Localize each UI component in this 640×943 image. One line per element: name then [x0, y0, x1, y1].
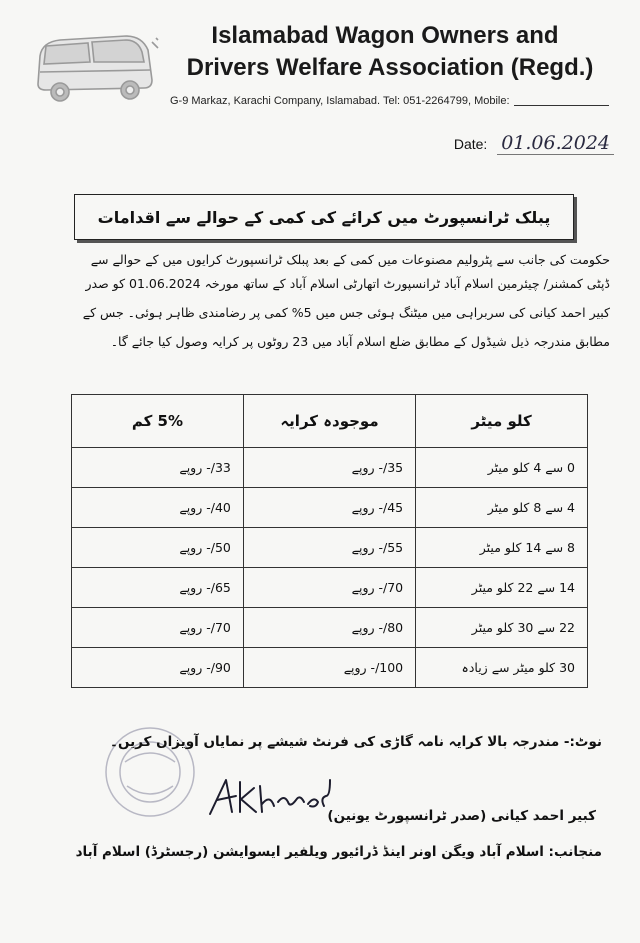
table-row: [72, 608, 588, 648]
cell-current-fare: 100/- روپے: [243, 648, 415, 688]
date-value: 01.06.2024: [497, 132, 614, 155]
table-row: [72, 648, 588, 688]
from-line: منجانب: اسلام آباد ویگن اونر اینڈ ڈرائیور ویلفیر ایسوایشن (رجسٹرڈ) اسلام آباد: [75, 844, 602, 860]
body-line-2: ڈپٹی کمشنر/ چیئرمین اسلام آباد ٹرانسپورٹ اتھارٹی اسلام آباد کے ساتھ مورخہ 01.06.2024 کو صدر: [85, 276, 610, 291]
table-header-row: [72, 395, 588, 448]
table-row: [72, 568, 588, 608]
date-row: [454, 132, 614, 154]
organization-name-line1: Islamabad Wagon Owners and: [211, 22, 559, 49]
table-row: [72, 528, 588, 568]
fare-table: [71, 394, 588, 688]
header-kilometer: کلو میٹر: [416, 395, 588, 448]
body-line-1: حکومت کی جانب سے پٹرولیم مصنوعات میں کمی کے بعد پبلک ٹرانسپورٹ کرایوں میں کے حوالے سے: [90, 252, 610, 267]
cell-current-fare: 55/- روپے: [243, 528, 415, 568]
cell-current-fare: 35/- روپے: [243, 448, 415, 488]
handwritten-signature-icon: [200, 772, 340, 822]
table-row: [72, 488, 588, 528]
cell-distance: 14 سے 22 کلو میٹر: [416, 568, 588, 608]
table-row: [72, 448, 588, 488]
cell-distance: 0 سے 4 کلو میٹر: [416, 448, 588, 488]
organization-name-line2: Drivers Welfare Association (Regd.): [186, 54, 594, 81]
body-line-3: کبیر احمد کیانی کی سربراہی میں میٹنگ ہوئی جس میں 5% کمی پر رضامندی ظاہر ہوئی۔ جس کے: [82, 305, 610, 320]
cell-current-fare: 80/- روپے: [243, 608, 415, 648]
body-line-4: مطابق مندرجہ ذیل شیڈول کے مطابق ضلع اسلام آباد میں 23 روٹوں پر کرایہ وصول کیا جائے گا۔: [110, 334, 610, 349]
cell-reduced-fare: 65/- روپے: [72, 568, 244, 608]
subject-box: [74, 194, 574, 240]
cell-distance: 4 سے 8 کلو میٹر: [416, 488, 588, 528]
mobile-blank-line: [514, 105, 609, 106]
address-text: G-9 Markaz, Karachi Company, Islamabad. Tel: 051-2264799, Mobile:: [170, 95, 510, 107]
signatory-name: کبیر احمد کیانی (صدر ٹرانسپورٹ یونین): [327, 808, 596, 824]
cell-distance: 8 سے 14 کلو میٹر: [416, 528, 588, 568]
cell-reduced-fare: 33/- روپے: [72, 448, 244, 488]
wagon-logo-icon: [30, 22, 160, 112]
cell-current-fare: 45/- روپے: [243, 488, 415, 528]
header-current-fare: موجودہ کرایہ: [243, 395, 415, 448]
cell-distance: 30 کلو میٹر سے زیادہ: [416, 648, 588, 688]
cell-current-fare: 70/- روپے: [243, 568, 415, 608]
cell-reduced-fare: 40/- روپے: [72, 488, 244, 528]
cell-reduced-fare: 50/- روپے: [72, 528, 244, 568]
cell-reduced-fare: 90/- روپے: [72, 648, 244, 688]
subject-text: پبلک ٹرانسپورٹ میں کرائے کی کمی کے حوالے سے اقدامات: [97, 207, 551, 227]
organization-address: [170, 95, 610, 107]
header-reduced-fare: 5% کم: [72, 395, 244, 448]
date-label: Date:: [453, 136, 488, 152]
cell-distance: 22 سے 30 کلو میٹر: [416, 608, 588, 648]
cell-reduced-fare: 70/- روپے: [72, 608, 244, 648]
note-text: نوٹ:- مندرجہ بالا کرایہ نامہ گاڑی کی فرنٹ شیشے پر نمایاں آویزاں کریں۔: [110, 734, 602, 750]
